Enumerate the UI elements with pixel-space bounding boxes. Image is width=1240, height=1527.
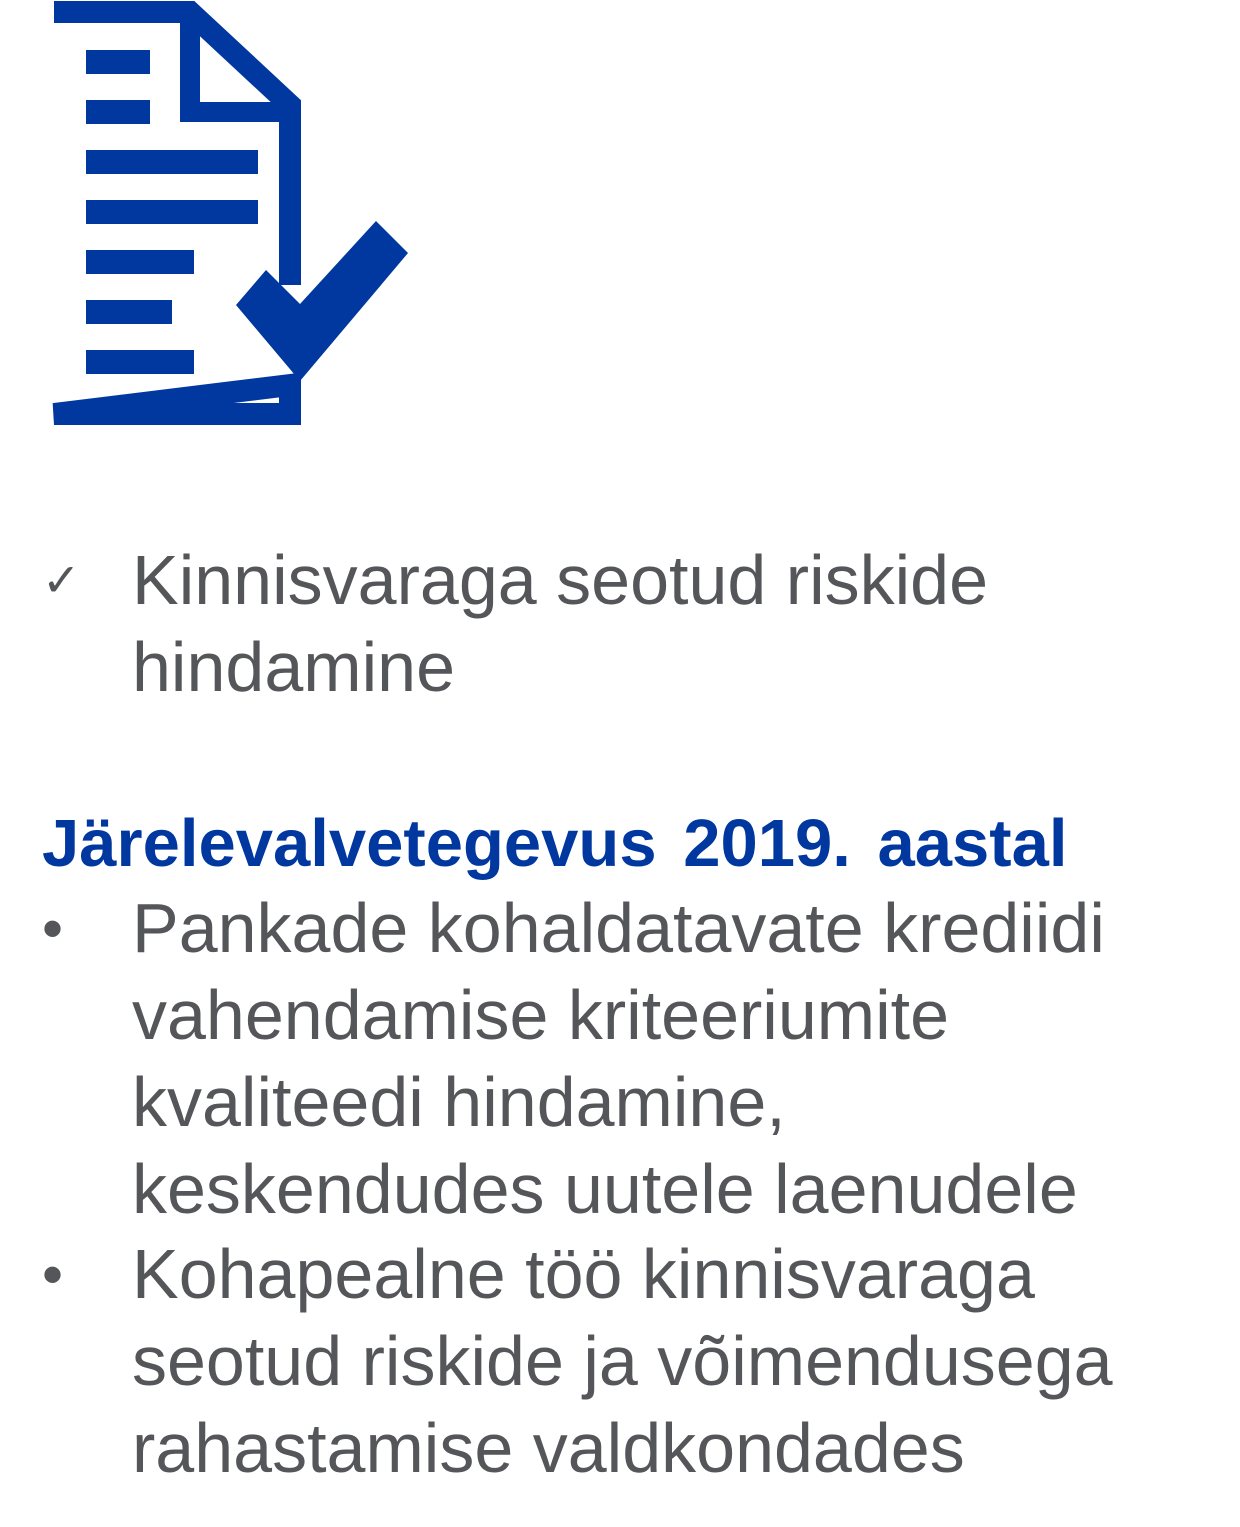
document-check-icon bbox=[0, 0, 420, 440]
checklist-item-text: Kinnisvaraga seotud riskide hindamine bbox=[132, 541, 989, 706]
doc-line-6 bbox=[86, 300, 172, 324]
section-heading: Järelevalvetegevus 2019. aastal bbox=[42, 806, 1068, 881]
doc-line-4 bbox=[86, 200, 258, 224]
doc-line-1 bbox=[86, 50, 150, 74]
doc-line-2 bbox=[86, 100, 150, 124]
bullet-icon: • bbox=[42, 895, 64, 962]
bullet-icon: • bbox=[42, 1241, 64, 1308]
doc-line-5 bbox=[86, 250, 194, 274]
doc-line-3 bbox=[86, 150, 258, 174]
bullet-item-text-2: Kohapealne töö kinnisvaraga seotud riskide ja võimendusega rahastamise valdkondades bbox=[132, 1235, 1113, 1487]
check-icon: ✓ bbox=[42, 553, 81, 607]
checkmark-shape bbox=[236, 221, 408, 381]
doc-line-7 bbox=[86, 350, 194, 374]
bullet-item-text-1: Pankade kohaldatavate krediidi vahendamise kriteeriumite kvaliteedi hindamine, keskendudes uutele laenudele bbox=[132, 889, 1105, 1228]
